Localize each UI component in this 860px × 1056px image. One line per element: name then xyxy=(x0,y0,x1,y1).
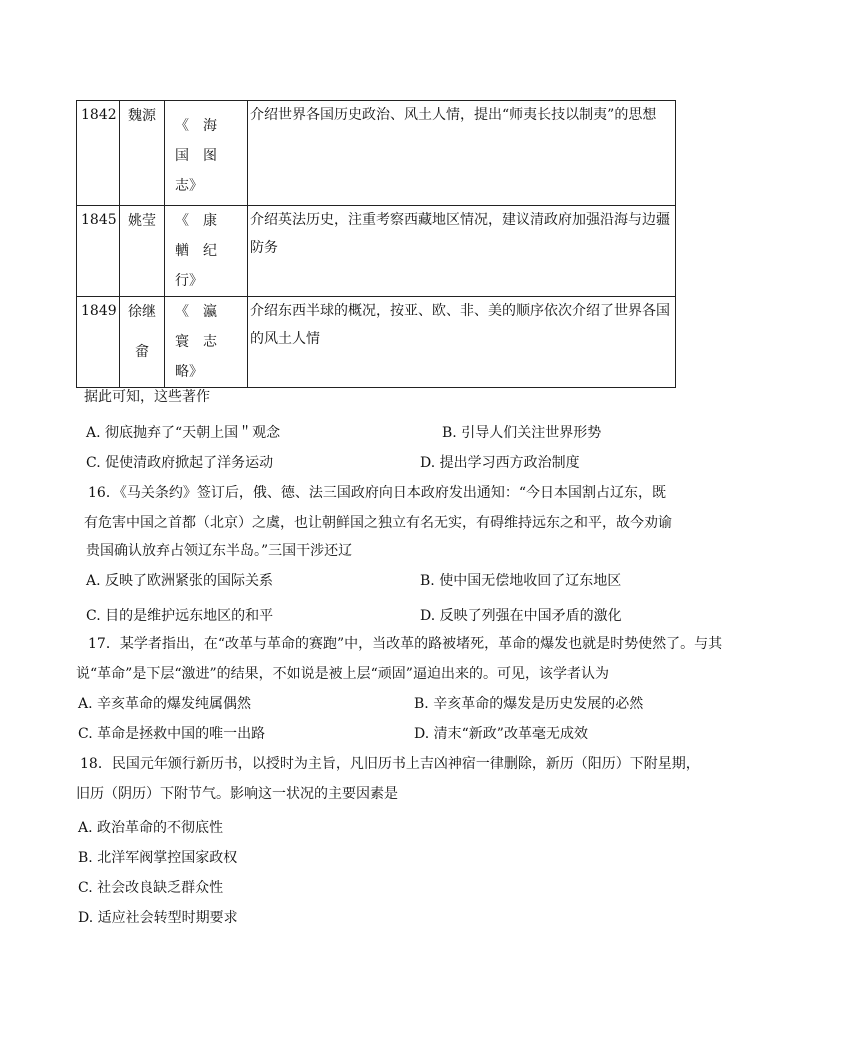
work-line: 輶 纪 xyxy=(175,243,217,259)
author-line: 畲 xyxy=(135,344,149,360)
q17-option-a: A. 辛亥革命的爆发纯属偶然 xyxy=(78,696,252,712)
author-cell: 魏源 xyxy=(120,101,165,206)
work-line: 志》 xyxy=(175,178,203,194)
year-cell: 1845 xyxy=(77,206,120,297)
work-line: 《 瀛 xyxy=(175,304,217,320)
description-cell: 介绍东西半球的概况，按亚、欧、非、美的顺序依次介绍了世界各国的风土人情 xyxy=(248,297,676,388)
author-cell xyxy=(120,297,165,388)
q16-line-2: 有危害中国之首都（北京）之虞，也让朝鲜国之独立有名无实，有碍维持远东之和平，故今劝谕 xyxy=(84,515,672,531)
q18-option-d: D. 适应社会转型时期要求 xyxy=(78,910,238,926)
work-line: 寰 志 xyxy=(175,334,217,350)
q16-option-c: C. 目的是维护远东地区的和平 xyxy=(86,608,274,624)
work-line: 《 海 xyxy=(175,118,217,134)
q18-option-b: B. 北洋军阀掌控国家政权 xyxy=(78,850,238,866)
author-cell: 姚莹 xyxy=(120,206,165,297)
table-row xyxy=(77,206,676,297)
q17-line-2: 说“革命”是下层“激进”的结果，不如说是被上层“顽固”逼迫出来的。可见，该学者认为 xyxy=(76,666,609,682)
q17-option-c: C. 革命是拯救中国的唯一出路 xyxy=(78,726,266,742)
description-cell: 介绍英法历史，注重考察西藏地区情况，建议清政府加强沿海与边疆防务 xyxy=(248,206,676,297)
q18-line-2: 旧历（阴历）下附节气。影响这一状况的主要因素是 xyxy=(76,786,398,802)
table-row xyxy=(77,101,676,206)
q17-option-d: D. 清末“新政”改革毫无成效 xyxy=(414,726,588,742)
q15-option-d: D. 提出学习西方政治制度 xyxy=(420,455,580,471)
work-line: 行》 xyxy=(175,273,203,289)
description-cell: 介绍世界各国历史政治、风土人情，提出“师夷长技以制夷”的思想 xyxy=(248,101,676,206)
q16-option-b: B. 使中国无偿地收回了辽东地区 xyxy=(420,573,622,589)
work-line: 《 康 xyxy=(175,213,217,229)
q15-stem: 据此可知，这些著作 xyxy=(84,389,210,405)
q18-line-1: 18．民国元年颁行新历书，以授时为主旨，凡旧历书上吉凶神宿一律删除，新历（阳历）下附星期， xyxy=(80,756,700,772)
work-line: 国 图 xyxy=(175,148,217,164)
work-cell xyxy=(165,297,248,388)
q15-option-c: C. 促使清政府掀起了洋务运动 xyxy=(86,455,274,471)
work-cell xyxy=(165,101,248,206)
q18-option-a: A. 政治革命的不彻底性 xyxy=(78,820,224,836)
q17-line-1: 17．某学者指出，在“改革与革命的赛跑”中，当改革的路被堵死，革命的爆发也就是时势使然了。与其 xyxy=(88,636,723,652)
q15-option-a: A. 彻底抛弃了“天朝上国＂观念 xyxy=(86,425,281,441)
q15-option-b: B. 引导人们关注世界形势 xyxy=(442,425,602,441)
year-cell: 1849 xyxy=(77,297,120,388)
q17-option-b: B. 辛亥革命的爆发是历史发展的必然 xyxy=(414,696,644,712)
author-line: 徐继 xyxy=(128,304,156,320)
q16-option-a: A. 反映了欧洲紧张的国际关系 xyxy=(86,573,274,589)
work-cell xyxy=(165,206,248,297)
history-books-table xyxy=(76,100,676,388)
q16-line-1: 16．《马关条约》签订后，俄、德、法三国政府向日本政府发出通知：“今日本国割占辽东，既 xyxy=(88,485,666,501)
q16-option-d: D. 反映了列强在中国矛盾的激化 xyxy=(420,608,622,624)
q18-option-c: C. 社会改良缺乏群众性 xyxy=(78,880,224,896)
q16-line-3: 贵国确认放弃占领辽东半岛。”三国干涉还辽 xyxy=(86,543,353,559)
table-row xyxy=(77,297,676,388)
year-cell: 1842 xyxy=(77,101,120,206)
work-line: 略》 xyxy=(175,364,203,380)
